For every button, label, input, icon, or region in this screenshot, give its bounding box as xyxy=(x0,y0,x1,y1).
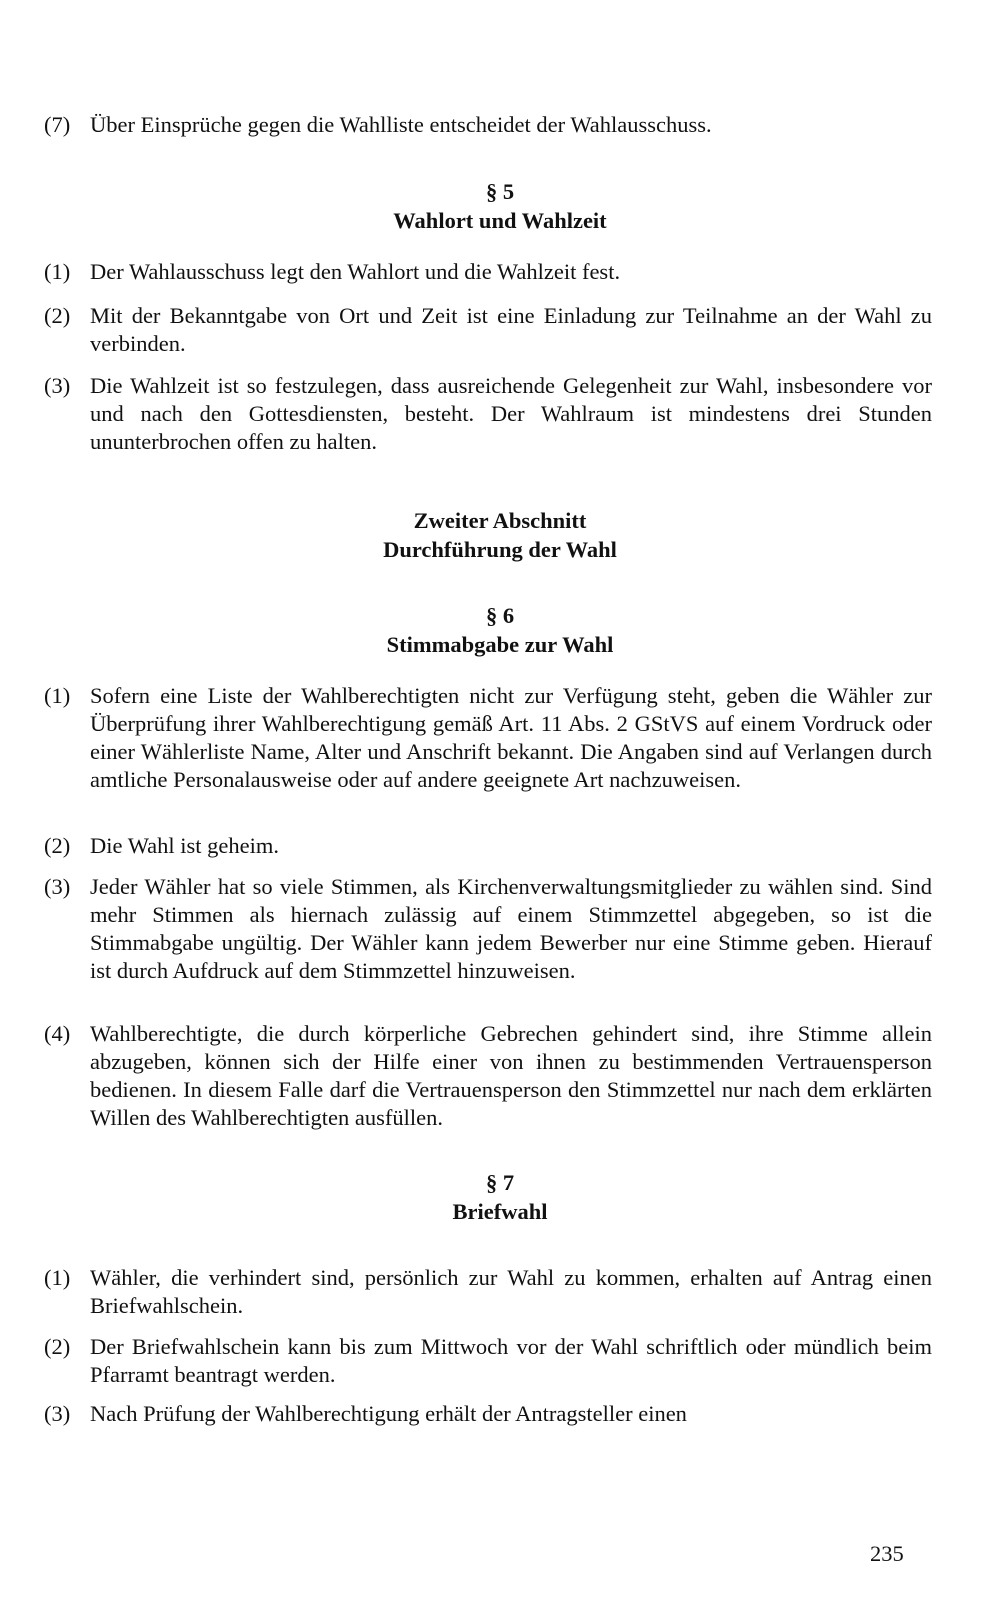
paragraph-text: Über Einsprüche gegen die Wahlliste entscheidet der Wahlausschuss. xyxy=(90,112,712,137)
page-number: 235 xyxy=(870,1541,904,1566)
paragraph-number: (2) xyxy=(44,833,71,858)
section-6-paragraph-4 xyxy=(44,1020,932,1132)
section-7-paragraph-3 xyxy=(44,1400,932,1428)
paragraph-number: (2) xyxy=(44,1334,71,1359)
paragraph-text: Die Wahlzeit ist so festzulegen, dass ausreichende Gelegenheit zur Wahl, insbesondere vor und nach den Gottesdiensten, besteht. Der Wahlraum ist mindestens drei Stunden ununterbrochen offen zu halten. xyxy=(90,373,932,454)
paragraph-text: Jeder Wähler hat so viele Stimmen, als Kirchenverwaltungsmitglieder zu wählen sind. Sind mehr Stimmen als hiernach zulässig auf einem Stimmzettel abgegeben, so ist die Stimmabgabe ungültig. Der Wähler kann jedem Bewerber nur eine Stimme geben. Hierauf ist durch Aufdruck auf dem Stimmzettel hinzuweisen. xyxy=(90,874,932,983)
paragraph-text: Wahlberechtigte, die durch körperliche Gebrechen gehindert sind, ihre Stimme allein abzugeben, können sich der Hilfe einer von ihnen zu bestimmenden Vertrauensperson bedienen. In diesem Falle darf die Vertrauensperson den Stimmzettel nur nach dem erklärten Willen des Wahlberechtigten ausfüllen. xyxy=(90,1021,932,1130)
paragraph-text: Nach Prüfung der Wahlberechtigung erhält der Antragsteller einen xyxy=(90,1401,687,1426)
section-6-paragraph-2 xyxy=(44,832,932,860)
paragraph-number: (4) xyxy=(44,1021,71,1046)
section-7-paragraph-1 xyxy=(44,1264,932,1320)
paragraph-number: (1) xyxy=(44,683,71,708)
section-7-number: § 7 xyxy=(485,1170,515,1195)
paragraph-number: (2) xyxy=(44,303,71,328)
paragraph-number: (1) xyxy=(44,1265,71,1290)
section-6-paragraph-1 xyxy=(44,682,932,794)
section-6-paragraph-3 xyxy=(44,873,932,985)
paragraph-text: Mit der Bekanntgabe von Ort und Zeit ist eine Einladung zur Teilnahme an der Wahl zu verbinden. xyxy=(90,303,932,356)
section-7-title: Briefwahl xyxy=(452,1199,548,1224)
paragraph-text: Der Wahlausschuss legt den Wahlort und die Wahlzeit fest. xyxy=(90,259,621,284)
paragraph-text: Die Wahl ist geheim. xyxy=(90,833,279,858)
section-6-title: Stimmabgabe zur Wahl xyxy=(386,632,614,657)
paragraph-text: Der Briefwahlschein kann bis zum Mittwoch vor der Wahl schriftlich oder mündlich beim Pfarramt beantragt werden. xyxy=(90,1334,932,1387)
section-5-number: § 5 xyxy=(485,179,515,204)
paragraph-7 xyxy=(44,111,932,139)
chapter-subheading: Durchführung der Wahl xyxy=(383,537,617,562)
section-6-number: § 6 xyxy=(485,603,515,628)
section-5-paragraph-1 xyxy=(44,258,932,286)
paragraph-text: Sofern eine Liste der Wahlberechtigten nicht zur Verfügung steht, geben die Wähler zur Überprüfung ihrer Wahlberechtigung gemäß Art. 11 Abs. 2 GStVS auf einem Vordruck oder einer Wählerliste Name, Alter und Anschrift bekannt. Die Angaben sind auf Verlangen durch amtliche Personalausweise oder auf andere geeignete Art nachzuweisen. xyxy=(90,683,932,792)
paragraph-number: (1) xyxy=(44,259,71,284)
section-5-paragraph-2 xyxy=(44,302,932,358)
paragraph-number: (3) xyxy=(44,874,71,899)
paragraph-number: (3) xyxy=(44,373,71,398)
section-5-paragraph-3 xyxy=(44,372,932,456)
section-7-paragraph-2 xyxy=(44,1333,932,1389)
paragraph-number: (7) xyxy=(44,112,71,137)
chapter-heading: Zweiter Abschnitt xyxy=(413,508,587,533)
paragraph-number: (3) xyxy=(44,1401,71,1426)
paragraph-text: Wähler, die verhindert sind, persönlich zur Wahl zu kommen, erhalten auf Antrag einen Briefwahlschein. xyxy=(90,1265,932,1318)
section-5-title: Wahlort und Wahlzeit xyxy=(393,208,607,233)
